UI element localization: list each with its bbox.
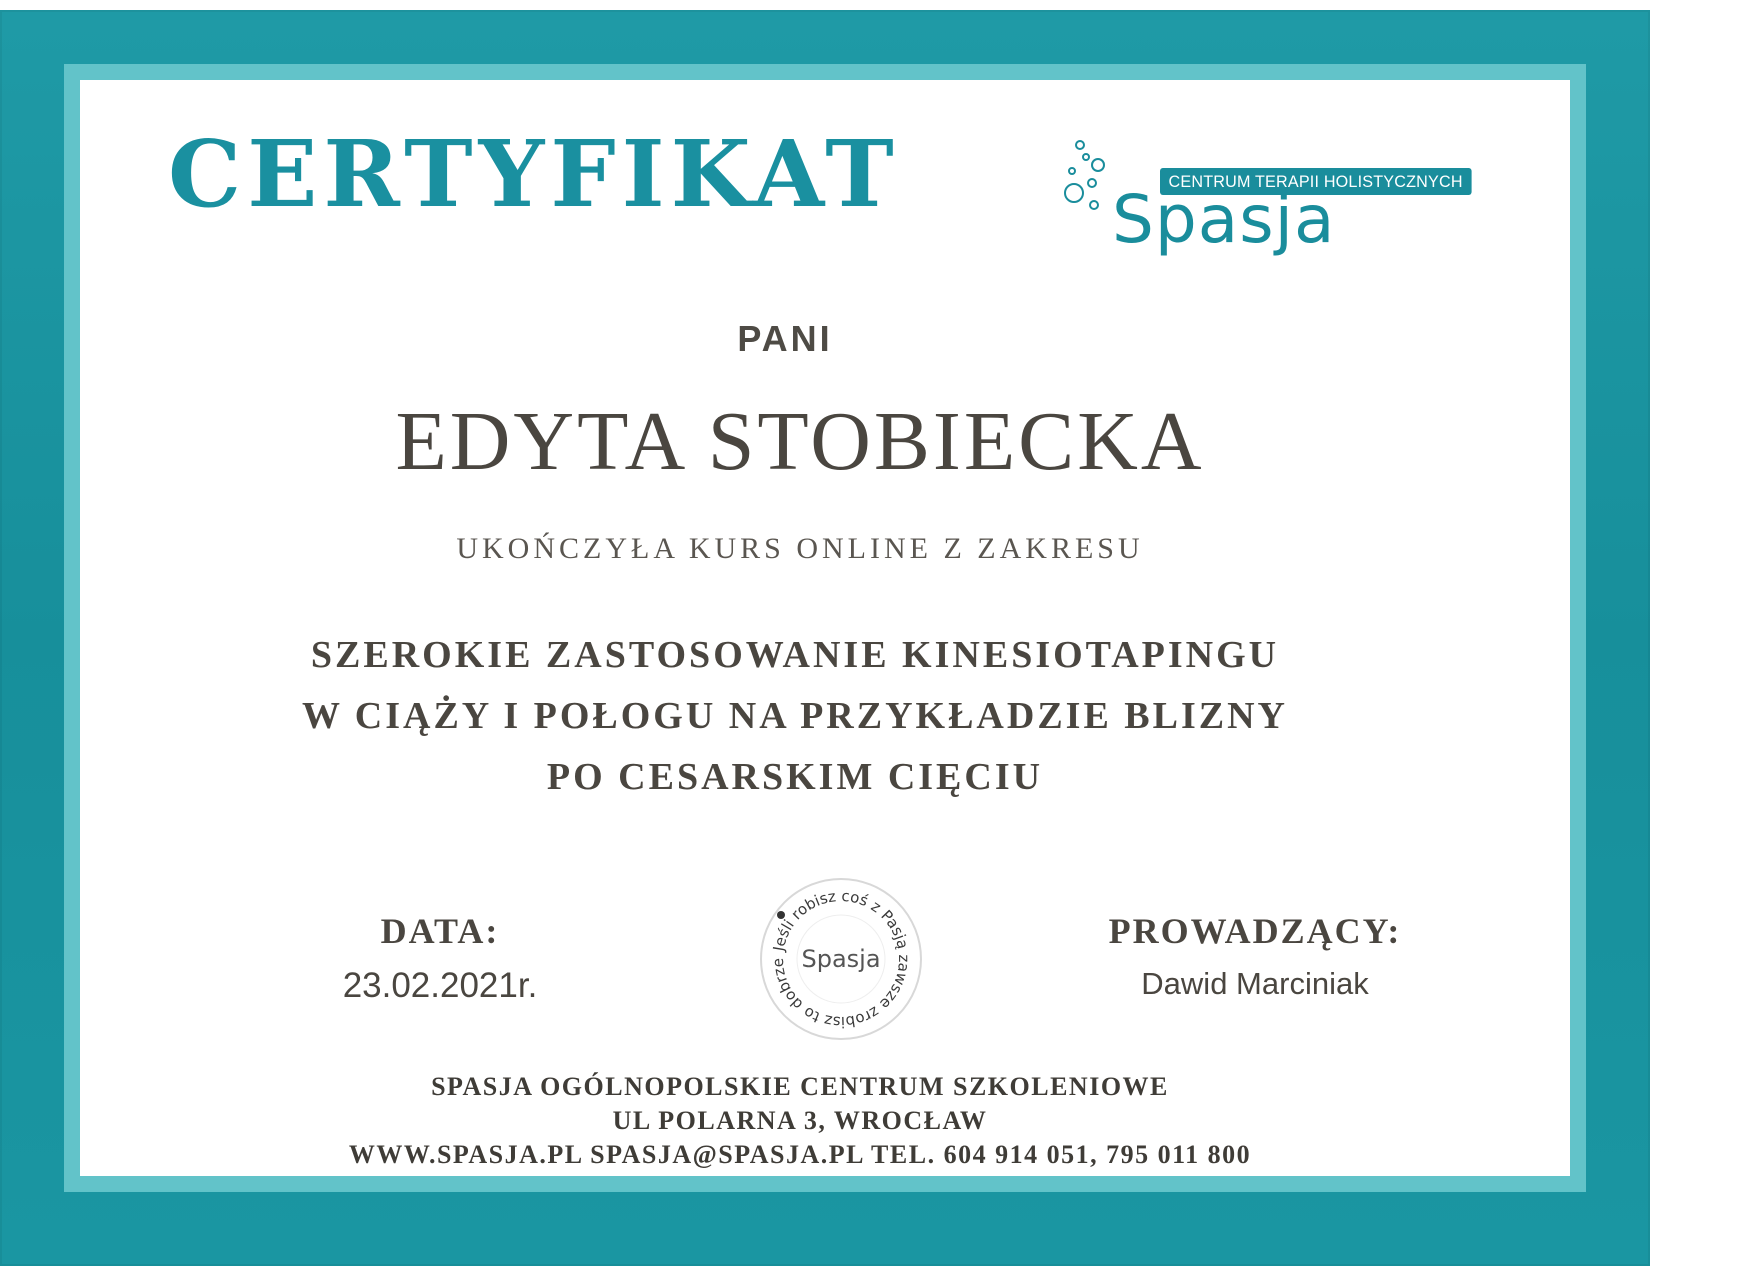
certificate-title: CERTYFIKAT [168,120,900,228]
stamp-center-text: Spasja [801,945,881,973]
instructor-label: PROWADZĄCY: [1108,911,1402,951]
date-value: 23.02.2021r. [342,966,538,1005]
salutation: PANI [737,318,833,359]
spasja-logo [1060,135,1510,275]
course-intro-text: UKOŃCZYŁA KURS ONLINE Z ZAKRESU [456,532,1144,565]
logo-tagline: CENTRUM TERAPII HOLISTYCZNYCH [1160,168,1471,195]
course-title-line: W CIĄŻY I POŁOGU NA PRZYKŁADZIE BLIZNY [301,695,1289,737]
spasja-stamp [757,875,925,1043]
course-title-line: PO CESARSKIM CIĘCIU [546,756,1044,798]
logo-brand-name: Spasja [1112,181,1336,258]
course-title [0,625,1590,808]
course-title-line: SZEROKIE ZASTOSOWANIE KINESIOTAPINGU [310,634,1280,676]
date-block [290,910,590,1006]
stamp-ring-text: Jeśli robisz coś z Pasją zawsze zrobisz to dobrze [768,886,914,1032]
footer-line: UL POLARNA 3, WROCŁAW [612,1106,988,1135]
recipient-name: EDYTA STOBIECKA [395,395,1205,488]
date-label: DATA: [380,911,500,951]
footer-contact [0,1070,1600,1172]
instructor-name: Dawid Marciniak [1141,966,1369,1001]
instructor-block [1095,910,1415,1002]
footer-line: SPASJA OGÓLNOPOLSKIE CENTRUM SZKOLENIOWE [431,1072,1169,1101]
footer-line: WWW.SPASJA.PL SPASJA@SPASJA.PL TEL. 604 914 051, 795 011 800 [348,1140,1252,1169]
